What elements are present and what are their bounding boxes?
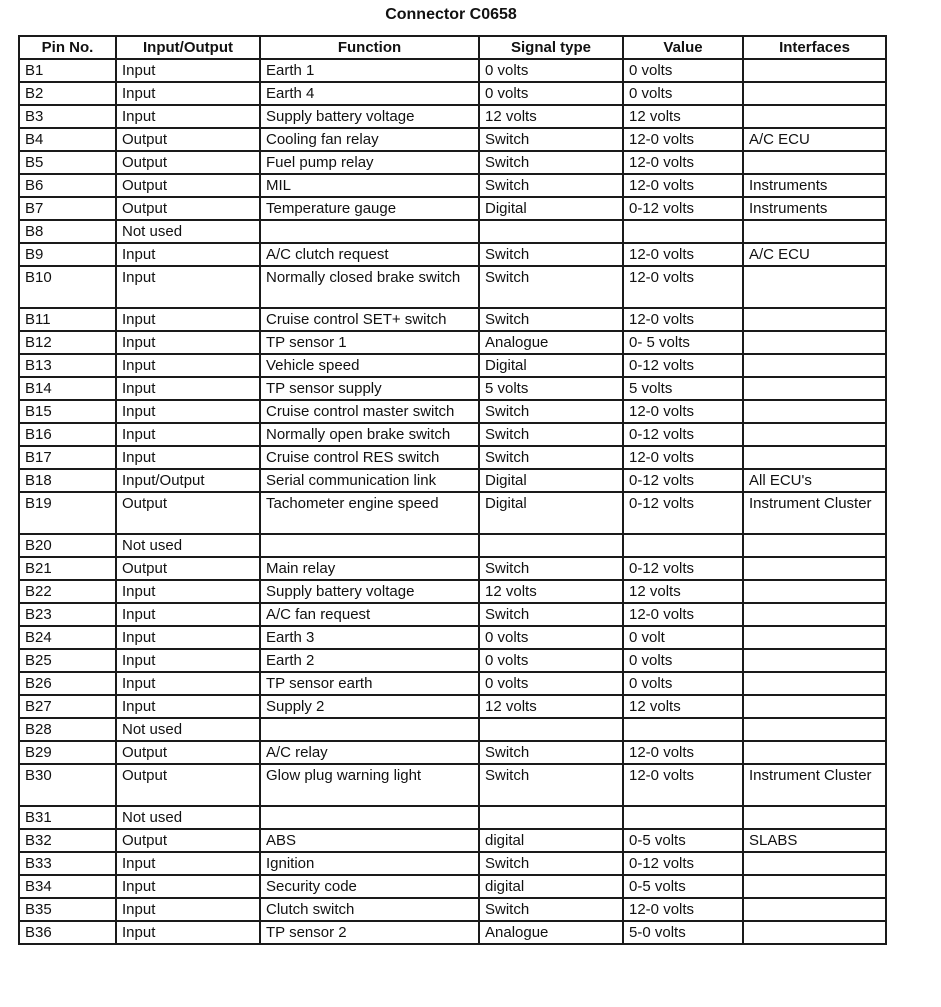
table-row [19,557,886,580]
cell-value: 12 volts [623,105,743,128]
cell-io: Input [116,603,260,626]
cell-pin: B7 [19,197,116,220]
cell-interfaces [743,852,886,875]
table-row [19,806,886,829]
cell-function: Normally closed brake switch [260,266,479,308]
table-row [19,492,886,534]
cell-pin: B2 [19,82,116,105]
table-row [19,243,886,266]
cell-io: Input [116,875,260,898]
cell-io: Input [116,266,260,308]
cell-function: TP sensor 2 [260,921,479,944]
cell-value: 0- 5 volts [623,331,743,354]
cell-io: Input [116,852,260,875]
cell-signal: 0 volts [479,649,623,672]
column-header-function: Function [260,36,479,59]
cell-interfaces [743,921,886,944]
cell-value: 5-0 volts [623,921,743,944]
cell-function [260,806,479,829]
cell-function: Supply 2 [260,695,479,718]
table-row [19,603,886,626]
cell-io: Input [116,331,260,354]
cell-value: 0 volts [623,59,743,82]
cell-interfaces [743,446,886,469]
cell-function: A/C fan request [260,603,479,626]
cell-pin: B25 [19,649,116,672]
cell-interfaces: A/C ECU [743,128,886,151]
cell-function: Tachometer engine speed [260,492,479,534]
column-header-signal: Signal type [479,36,623,59]
cell-interfaces [743,898,886,921]
cell-io: Input [116,921,260,944]
table-row [19,695,886,718]
cell-signal: digital [479,829,623,852]
cell-pin: B17 [19,446,116,469]
table-row [19,534,886,557]
cell-io: Not used [116,220,260,243]
cell-pin: B24 [19,626,116,649]
cell-function: Earth 1 [260,59,479,82]
table-row [19,400,886,423]
cell-pin: B29 [19,741,116,764]
cell-function: Vehicle speed [260,354,479,377]
cell-pin: B33 [19,852,116,875]
cell-interfaces: All ECU's [743,469,886,492]
cell-function: Cooling fan relay [260,128,479,151]
cell-signal: Switch [479,423,623,446]
cell-function: Normally open brake switch [260,423,479,446]
cell-value: 0-5 volts [623,875,743,898]
cell-io: Input [116,423,260,446]
cell-interfaces [743,308,886,331]
column-header-pin: Pin No. [19,36,116,59]
cell-pin: B4 [19,128,116,151]
cell-io: Output [116,151,260,174]
cell-signal: Digital [479,492,623,534]
cell-io: Input [116,672,260,695]
cell-pin: B23 [19,603,116,626]
cell-value: 0 volts [623,649,743,672]
cell-value: 0-12 volts [623,469,743,492]
cell-value: 0-12 volts [623,197,743,220]
cell-io: Input [116,243,260,266]
cell-pin: B18 [19,469,116,492]
cell-interfaces [743,557,886,580]
cell-function: TP sensor 1 [260,331,479,354]
cell-function [260,718,479,741]
cell-value: 12-0 volts [623,266,743,308]
cell-pin: B5 [19,151,116,174]
cell-pin: B6 [19,174,116,197]
cell-io: Input [116,59,260,82]
cell-signal: 5 volts [479,377,623,400]
cell-value: 0-5 volts [623,829,743,852]
cell-pin: B16 [19,423,116,446]
cell-value: 12-0 volts [623,308,743,331]
cell-value [623,534,743,557]
cell-signal: 12 volts [479,695,623,718]
cell-interfaces [743,875,886,898]
cell-value: 12-0 volts [623,446,743,469]
cell-signal: Switch [479,446,623,469]
cell-pin: B21 [19,557,116,580]
cell-interfaces [743,741,886,764]
table-row [19,626,886,649]
table-row [19,898,886,921]
cell-io: Output [116,174,260,197]
cell-function: Supply battery voltage [260,580,479,603]
table-row [19,921,886,944]
cell-pin: B31 [19,806,116,829]
cell-io: Output [116,492,260,534]
connector-pin-table [18,35,887,945]
cell-function: A/C relay [260,741,479,764]
table-row [19,331,886,354]
cell-function: TP sensor supply [260,377,479,400]
cell-signal: 0 volts [479,626,623,649]
column-header-io: Input/Output [116,36,260,59]
cell-io: Input [116,377,260,400]
cell-pin: B34 [19,875,116,898]
cell-function: Glow plug warning light [260,764,479,806]
cell-io: Not used [116,718,260,741]
cell-value: 0-12 volts [623,492,743,534]
cell-pin: B13 [19,354,116,377]
cell-value [623,718,743,741]
cell-function: Earth 2 [260,649,479,672]
cell-signal: digital [479,875,623,898]
cell-interfaces [743,59,886,82]
cell-signal: 0 volts [479,59,623,82]
table-row [19,446,886,469]
header-row [19,36,886,59]
table-row [19,220,886,243]
table-row [19,174,886,197]
cell-interfaces: Instrument Cluster [743,492,886,534]
cell-pin: B14 [19,377,116,400]
cell-pin: B35 [19,898,116,921]
table-row [19,377,886,400]
cell-value: 12-0 volts [623,898,743,921]
cell-interfaces: SLABS [743,829,886,852]
cell-value: 0 volt [623,626,743,649]
cell-signal: Switch [479,898,623,921]
cell-function: A/C clutch request [260,243,479,266]
cell-pin: B22 [19,580,116,603]
cell-signal: Digital [479,469,623,492]
cell-interfaces [743,580,886,603]
cell-value [623,806,743,829]
cell-interfaces: A/C ECU [743,243,886,266]
table-row [19,718,886,741]
cell-pin: B27 [19,695,116,718]
cell-signal [479,806,623,829]
cell-io: Output [116,197,260,220]
cell-interfaces [743,82,886,105]
cell-io: Output [116,741,260,764]
table-row [19,764,886,806]
cell-pin: B1 [19,59,116,82]
cell-io: Output [116,764,260,806]
cell-interfaces [743,105,886,128]
cell-io: Output [116,829,260,852]
cell-signal: 0 volts [479,82,623,105]
cell-pin: B15 [19,400,116,423]
cell-value: 12 volts [623,580,743,603]
cell-function: Supply battery voltage [260,105,479,128]
table-row [19,649,886,672]
cell-function: Cruise control SET+ switch [260,308,479,331]
table-row [19,741,886,764]
table-row [19,875,886,898]
cell-interfaces: Instruments [743,174,886,197]
cell-signal: 0 volts [479,672,623,695]
cell-signal: 12 volts [479,580,623,603]
cell-signal: Switch [479,741,623,764]
cell-signal [479,220,623,243]
table-row [19,59,886,82]
cell-interfaces [743,695,886,718]
cell-function: Earth 3 [260,626,479,649]
cell-io: Output [116,128,260,151]
table-body [19,59,886,944]
cell-signal [479,534,623,557]
table-row [19,128,886,151]
cell-io: Input/Output [116,469,260,492]
cell-io: Input [116,898,260,921]
table-row [19,82,886,105]
cell-interfaces [743,718,886,741]
cell-function: MIL [260,174,479,197]
cell-io: Output [116,557,260,580]
cell-io: Input [116,308,260,331]
cell-interfaces [743,266,886,308]
table-row [19,197,886,220]
cell-function: Security code [260,875,479,898]
cell-value: 0-12 volts [623,423,743,446]
cell-pin: B12 [19,331,116,354]
cell-function: Temperature gauge [260,197,479,220]
cell-signal: Switch [479,603,623,626]
cell-function: ABS [260,829,479,852]
cell-interfaces [743,354,886,377]
cell-value: 0-12 volts [623,557,743,580]
cell-value: 12-0 volts [623,151,743,174]
cell-signal: 12 volts [479,105,623,128]
cell-value: 5 volts [623,377,743,400]
cell-io: Input [116,354,260,377]
cell-interfaces [743,534,886,557]
cell-value: 12-0 volts [623,764,743,806]
table-row [19,852,886,875]
table-row [19,105,886,128]
cell-interfaces: Instrument Cluster [743,764,886,806]
cell-interfaces [743,151,886,174]
table-row [19,354,886,377]
cell-interfaces [743,400,886,423]
cell-io: Input [116,82,260,105]
cell-signal: Switch [479,764,623,806]
cell-interfaces [743,220,886,243]
cell-pin: B19 [19,492,116,534]
cell-signal [479,718,623,741]
cell-interfaces [743,331,886,354]
cell-signal: Switch [479,852,623,875]
column-header-interfaces: Interfaces [743,36,886,59]
page-title: Connector C0658 [385,6,517,23]
cell-io: Not used [116,534,260,557]
cell-interfaces [743,423,886,446]
cell-value [623,220,743,243]
table-row [19,423,886,446]
cell-interfaces [743,626,886,649]
table-row [19,829,886,852]
cell-pin: B3 [19,105,116,128]
cell-pin: B30 [19,764,116,806]
cell-pin: B11 [19,308,116,331]
cell-signal: Digital [479,354,623,377]
cell-function: Earth 4 [260,82,479,105]
cell-value: 12-0 volts [623,243,743,266]
cell-pin: B36 [19,921,116,944]
cell-function: Main relay [260,557,479,580]
cell-signal: Switch [479,308,623,331]
cell-function: Clutch switch [260,898,479,921]
cell-signal: Switch [479,400,623,423]
cell-value: 12-0 volts [623,174,743,197]
cell-pin: B32 [19,829,116,852]
cell-io: Input [116,580,260,603]
cell-signal: Switch [479,266,623,308]
cell-signal: Switch [479,243,623,266]
cell-interfaces: Instruments [743,197,886,220]
cell-signal: Switch [479,557,623,580]
cell-value: 12-0 volts [623,128,743,151]
table-row [19,266,886,308]
cell-io: Input [116,105,260,128]
cell-value: 0 volts [623,672,743,695]
cell-value: 12-0 volts [623,603,743,626]
cell-pin: B10 [19,266,116,308]
cell-signal: Switch [479,151,623,174]
cell-interfaces [743,603,886,626]
cell-interfaces [743,672,886,695]
cell-signal: Analogue [479,921,623,944]
cell-pin: B26 [19,672,116,695]
cell-pin: B9 [19,243,116,266]
cell-io: Input [116,649,260,672]
cell-function: Cruise control RES switch [260,446,479,469]
cell-value: 12-0 volts [623,741,743,764]
cell-signal: Switch [479,128,623,151]
cell-value: 0-12 volts [623,354,743,377]
cell-interfaces [743,377,886,400]
cell-io: Input [116,400,260,423]
cell-function: Ignition [260,852,479,875]
cell-signal: Analogue [479,331,623,354]
table-row [19,469,886,492]
table-row [19,672,886,695]
cell-interfaces [743,649,886,672]
table-row [19,580,886,603]
cell-io: Input [116,695,260,718]
cell-function: TP sensor earth [260,672,479,695]
cell-function: Fuel pump relay [260,151,479,174]
cell-signal: Switch [479,174,623,197]
cell-io: Input [116,626,260,649]
cell-function [260,220,479,243]
cell-pin: B28 [19,718,116,741]
cell-value: 12 volts [623,695,743,718]
cell-value: 0 volts [623,82,743,105]
cell-function: Serial communication link [260,469,479,492]
table-row [19,151,886,174]
cell-io: Not used [116,806,260,829]
cell-function: Cruise control master switch [260,400,479,423]
cell-signal: Digital [479,197,623,220]
cell-pin: B20 [19,534,116,557]
cell-value: 0-12 volts [623,852,743,875]
cell-function [260,534,479,557]
cell-pin: B8 [19,220,116,243]
cell-io: Input [116,446,260,469]
column-header-value: Value [623,36,743,59]
cell-value: 12-0 volts [623,400,743,423]
table-row [19,308,886,331]
cell-interfaces [743,806,886,829]
